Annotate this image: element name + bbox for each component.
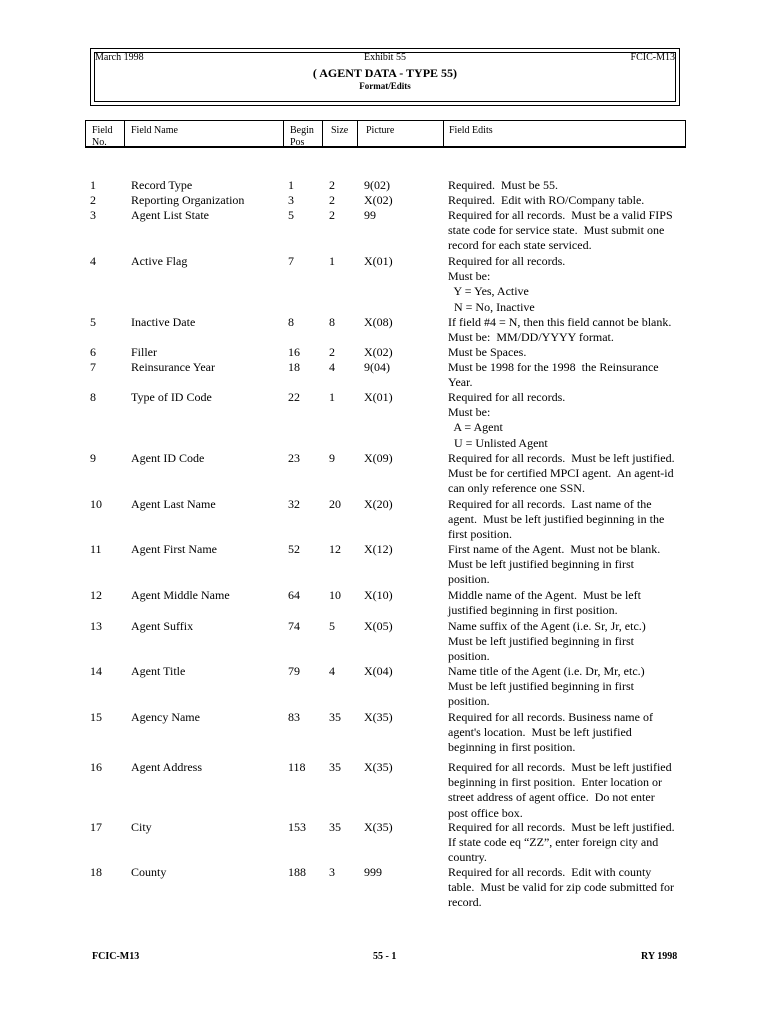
col-header-size: Size (331, 125, 349, 136)
field-edit-line: Required for all records. Must be left justified. (448, 451, 675, 465)
row-field-no: 10 (90, 497, 102, 511)
field-edit-line: justified beginning in first position. (448, 603, 618, 618)
row-field-name: Agency Name (131, 710, 200, 724)
row-picture: X(04) (364, 664, 393, 678)
row-size: 12 (329, 542, 341, 556)
row-field-name: Agent ID Code (131, 451, 205, 465)
row-size: 35 (329, 820, 341, 834)
row-picture: X(02) (364, 193, 393, 207)
row-field-no: 16 (90, 760, 102, 774)
field-edit-line: Required for all records. (448, 254, 566, 268)
field-edit-line: Must be for certified MPCI agent. An agent-id (448, 466, 674, 481)
column-divider (283, 121, 284, 146)
field-edit-line: Name title of the Agent (i.e. Dr, Mr, etc.) (448, 664, 645, 678)
column-divider (357, 121, 358, 146)
row-size: 5 (329, 619, 335, 633)
field-edit-line: Required for all records. (448, 390, 566, 404)
row-size: 1 (329, 390, 335, 404)
row-field-edits (448, 390, 688, 451)
row-field-name: Active Flag (131, 254, 188, 268)
header-doc-id: FCIC-M13 (630, 52, 675, 63)
footer-doc-id: FCIC-M13 (92, 951, 140, 962)
field-edit-line: Required for all records. Business name of (448, 710, 653, 724)
field-edit-line: Must be: (448, 269, 491, 284)
row-picture: 9(04) (364, 360, 390, 374)
field-edit-line: Required for all records. Must be left justified. (448, 820, 675, 834)
row-begin-pos: 79 (288, 664, 300, 678)
row-field-edits (448, 451, 688, 497)
row-field-edits (448, 315, 688, 345)
col-header-begin-pos (290, 125, 314, 149)
field-edit-line: position. (448, 649, 490, 664)
row-picture: X(10) (364, 588, 393, 602)
row-field-no: 8 (90, 390, 96, 404)
row-picture: X(35) (364, 710, 393, 724)
col-header-field-edits: Field Edits (449, 125, 493, 136)
row-field-edits (448, 497, 688, 543)
field-edit-line: Required for all records. Must be left justified (448, 760, 672, 774)
field-edit-line: agent's location. Must be left justified (448, 725, 632, 740)
field-edit-line: N = No, Inactive (448, 299, 535, 314)
row-size: 1 (329, 254, 335, 268)
field-edit-line: can only reference one SSN. (448, 481, 585, 496)
row-field-no: 6 (90, 345, 96, 359)
field-edit-line: Must be left justified beginning in first (448, 679, 634, 694)
row-field-name: Agent Title (131, 664, 186, 678)
field-edit-line: position. (448, 572, 490, 587)
field-edit-line: If field #4 = N, then this field cannot be blank. (448, 315, 672, 329)
row-field-name: Type of ID Code (131, 390, 212, 404)
row-begin-pos: 188 (288, 865, 306, 879)
row-field-name: City (131, 820, 152, 834)
col-header-field-no-line1: Field (92, 125, 113, 136)
footer-reinsurance-year: RY 1998 (641, 951, 678, 962)
row-size: 4 (329, 360, 335, 374)
row-size: 4 (329, 664, 335, 678)
row-field-no: 13 (90, 619, 102, 633)
field-edit-line: Required for all records. Edit with county (448, 865, 652, 879)
row-field-edits (448, 588, 688, 618)
row-field-name: Reinsurance Year (131, 360, 215, 374)
row-field-no: 3 (90, 208, 96, 222)
row-field-no: 5 (90, 315, 96, 329)
field-edit-line: position. (448, 694, 490, 709)
row-picture: X(02) (364, 345, 393, 359)
field-edit-line: U = Unlisted Agent (448, 435, 548, 450)
page-title: ( AGENT DATA - TYPE 55) (312, 66, 458, 80)
field-edit-line: country. (448, 850, 487, 865)
field-edit-line: Middle name of the Agent. Must be left (448, 588, 641, 602)
row-size: 35 (329, 760, 341, 774)
field-edit-line: Y = Yes, Active (448, 284, 529, 299)
row-size: 10 (329, 588, 341, 602)
row-field-edits (448, 193, 688, 208)
header-exhibit: Exhibit 55 (364, 52, 406, 63)
row-field-edits (448, 619, 688, 665)
row-size: 8 (329, 315, 335, 329)
column-divider (322, 121, 323, 146)
row-field-name: Agent Middle Name (131, 588, 230, 602)
row-field-name: Inactive Date (131, 315, 196, 329)
field-edit-line: Must be left justified beginning in first (448, 634, 634, 649)
footer-page-number: 55 - 1 (373, 951, 397, 962)
col-header-field-no-line2: No. (92, 137, 107, 148)
row-field-edits (448, 760, 688, 821)
row-size: 3 (329, 865, 335, 879)
field-edit-line: record for each state serviced. (448, 238, 592, 253)
field-edit-line: Must be: (448, 405, 491, 420)
row-begin-pos: 22 (288, 390, 300, 404)
field-edit-line: A = Agent (448, 420, 503, 435)
row-field-edits (448, 360, 688, 390)
row-field-no: 2 (90, 193, 96, 207)
field-edit-line: Must be left justified beginning in first (448, 557, 634, 572)
col-header-field-name: Field Name (131, 125, 178, 136)
row-size: 2 (329, 178, 335, 192)
row-field-name: Agent List State (131, 208, 209, 222)
col-header-picture: Picture (366, 125, 395, 136)
field-edit-line: Name suffix of the Agent (i.e. Sr, Jr, etc.) (448, 619, 646, 633)
row-field-name: Agent Address (131, 760, 202, 774)
field-edit-line: beginning in first position. Enter location or (448, 775, 662, 790)
row-field-edits (448, 664, 688, 710)
row-picture: 999 (364, 865, 382, 879)
row-begin-pos: 83 (288, 710, 300, 724)
row-begin-pos: 1 (288, 178, 294, 192)
row-picture: X(35) (364, 760, 393, 774)
row-picture: X(20) (364, 497, 393, 511)
row-field-no: 4 (90, 254, 96, 268)
row-picture: X(09) (364, 451, 393, 465)
row-field-name: Agent First Name (131, 542, 217, 556)
row-field-name: Record Type (131, 178, 193, 192)
row-picture: X(12) (364, 542, 393, 556)
field-edit-line: Must be 1998 for the 1998 the Reinsurance (448, 360, 659, 374)
field-edit-line: Required for all records. Must be a valid FIPS (448, 208, 673, 222)
row-field-no: 12 (90, 588, 102, 602)
row-begin-pos: 23 (288, 451, 300, 465)
column-divider (443, 121, 444, 146)
row-begin-pos: 7 (288, 254, 294, 268)
header-date: March 1998 (95, 52, 144, 63)
page-subtitle: Format/Edits (359, 81, 411, 91)
row-begin-pos: 32 (288, 497, 300, 511)
row-size: 9 (329, 451, 335, 465)
field-edit-line: agent. Must be left justified beginning in the (448, 512, 665, 527)
row-begin-pos: 52 (288, 542, 300, 556)
field-edit-line: Year. (448, 375, 473, 390)
row-field-no: 17 (90, 820, 102, 834)
row-size: 2 (329, 208, 335, 222)
header-box (90, 48, 680, 106)
field-edit-line: Required. Must be 55. (448, 178, 558, 192)
row-field-no: 11 (90, 542, 102, 556)
row-begin-pos: 64 (288, 588, 300, 602)
field-edit-line: Required for all records. Last name of the (448, 497, 652, 511)
row-field-no: 9 (90, 451, 96, 465)
row-field-edits (448, 542, 688, 588)
row-field-no: 14 (90, 664, 102, 678)
column-header-row (85, 120, 686, 148)
field-edit-line: record. (448, 895, 482, 910)
col-header-field-no (92, 125, 113, 149)
row-field-no: 15 (90, 710, 102, 724)
row-begin-pos: 3 (288, 193, 294, 207)
row-size: 2 (329, 193, 335, 207)
field-edit-line: Must be Spaces. (448, 345, 527, 359)
row-begin-pos: 74 (288, 619, 300, 633)
row-field-name: Agent Last Name (131, 497, 216, 511)
row-field-edits (448, 345, 688, 360)
row-field-name: County (131, 865, 167, 879)
row-begin-pos: 8 (288, 315, 294, 329)
field-edit-line: Must be: MM/DD/YYYY format. (448, 330, 614, 345)
row-field-name: Reporting Organization (131, 193, 245, 207)
row-begin-pos: 16 (288, 345, 300, 359)
field-edit-line: street address of agent office. Do not enter (448, 790, 655, 805)
row-picture: X(01) (364, 390, 393, 404)
field-edit-line: state code for service state. Must submit one (448, 223, 665, 238)
row-field-no: 18 (90, 865, 102, 879)
row-field-edits (448, 254, 688, 315)
row-begin-pos: 153 (288, 820, 306, 834)
col-header-begin-line2: Pos (290, 137, 305, 148)
row-field-edits (448, 178, 688, 193)
row-begin-pos: 18 (288, 360, 300, 374)
row-picture: X(08) (364, 315, 393, 329)
field-edit-line: post office box. (448, 805, 523, 820)
row-size: 35 (329, 710, 341, 724)
row-field-name: Filler (131, 345, 157, 359)
row-field-edits (448, 710, 688, 756)
column-divider (124, 121, 125, 146)
row-size: 2 (329, 345, 335, 359)
field-edit-line: Required. Edit with RO/Company table. (448, 193, 645, 207)
row-field-name: Agent Suffix (131, 619, 194, 633)
row-field-no: 7 (90, 360, 96, 374)
row-begin-pos: 118 (288, 760, 306, 774)
row-field-edits (448, 865, 688, 911)
row-picture: X(01) (364, 254, 393, 268)
field-edit-line: beginning in first position. (448, 740, 576, 755)
row-picture: 9(02) (364, 178, 390, 192)
row-size: 20 (329, 497, 341, 511)
row-picture: X(35) (364, 820, 393, 834)
col-header-begin-line1: Begin (290, 125, 314, 136)
field-edit-line: table. Must be valid for zip code submitted for (448, 880, 674, 895)
field-edit-line: If state code eq “ZZ”, enter foreign city and (448, 835, 659, 850)
row-field-edits (448, 820, 688, 866)
row-field-edits (448, 208, 688, 254)
row-picture: X(05) (364, 619, 393, 633)
field-edit-line: first position. (448, 527, 513, 542)
row-picture: 99 (364, 208, 376, 222)
row-field-no: 1 (90, 178, 96, 192)
field-edit-line: First name of the Agent. Must not be blank. (448, 542, 661, 556)
row-begin-pos: 5 (288, 208, 294, 222)
